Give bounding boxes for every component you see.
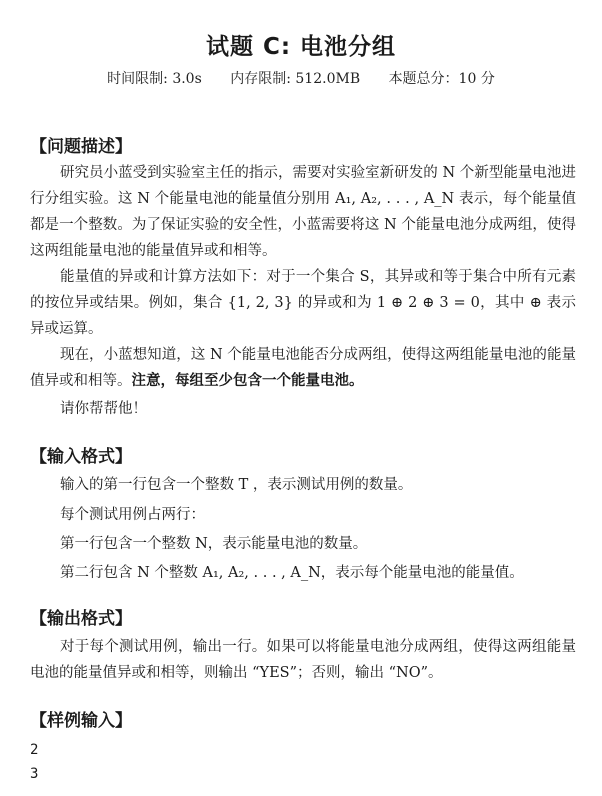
output-format-heading: 【输出格式】 (30, 609, 132, 629)
input-line-1: 输入的第一行包含一个整数 T ，表示测试用例的数量。 (60, 477, 413, 493)
output-paragraph: 对于每个测试用例，输出一行。如果可以将能量电池分成两组，使得这两组能量电池的能量值异或和相等，则输出 “YES”；否则，输出 “NO”。 (30, 639, 576, 681)
problem-note: 注意，每组至少包含一个能量电池。 (131, 373, 364, 389)
sample-input-line-1: 2 (30, 742, 39, 758)
time-limit: 时间限制: 3.0s (107, 71, 202, 87)
sample-input-heading: 【样例输入】 (30, 711, 132, 731)
problem-paragraph-3 (30, 342, 576, 394)
problem-meta (0, 68, 602, 88)
problem-paragraph-1: 研究员小蓝受到实验室主任的指示，需要对实验室新研发的 N 个新型能量电池进行分组实验。这 N 个能量电池的能量值分别用 A₁, A₂, . . . , A_N 表示，每个能量值都是一个整数。为了保证实验的安全性，小蓝需要将这 N 个能量电池分成两组，使得这两组能量电池的能量值异或和相等。 (30, 165, 576, 259)
problem-paragraph-3-text: 现在，小蓝想知道，这 N 个能量电池能否分成两组，使得这两组能量电池的能量值异或和相等。 (30, 347, 576, 389)
problem-paragraph-2: 能量值的异或和计算方法如下：对于一个集合 S，其异或和等于集合中所有元素的按位异或结果。例如，集合 {1, 2, 3} 的异或和为 1 ⊕ 2 ⊕ 3 = 0，其中 ⊕ 表示异或运算。 (30, 269, 576, 337)
input-format-heading: 【输入格式】 (30, 447, 132, 467)
input-line-3: 第一行包含一个整数 N，表示能量电池的数量。 (60, 536, 368, 552)
input-line-4: 第二行包含 N 个整数 A₁, A₂, . . . , A_N，表示每个能量电池的能量值。 (60, 565, 524, 581)
problem-paragraph-4: 请你帮帮他！ (60, 401, 147, 417)
sample-input-line-2: 3 (30, 766, 39, 782)
problem-description-heading: 【问题描述】 (30, 137, 132, 157)
memory-limit: 内存限制: 512.0MB (230, 71, 361, 87)
total-score: 本题总分：10 分 (388, 71, 495, 87)
input-line-2: 每个测试用例占两行： (60, 507, 205, 523)
problem-title: 试题 C: 电池分组 (205, 34, 397, 60)
